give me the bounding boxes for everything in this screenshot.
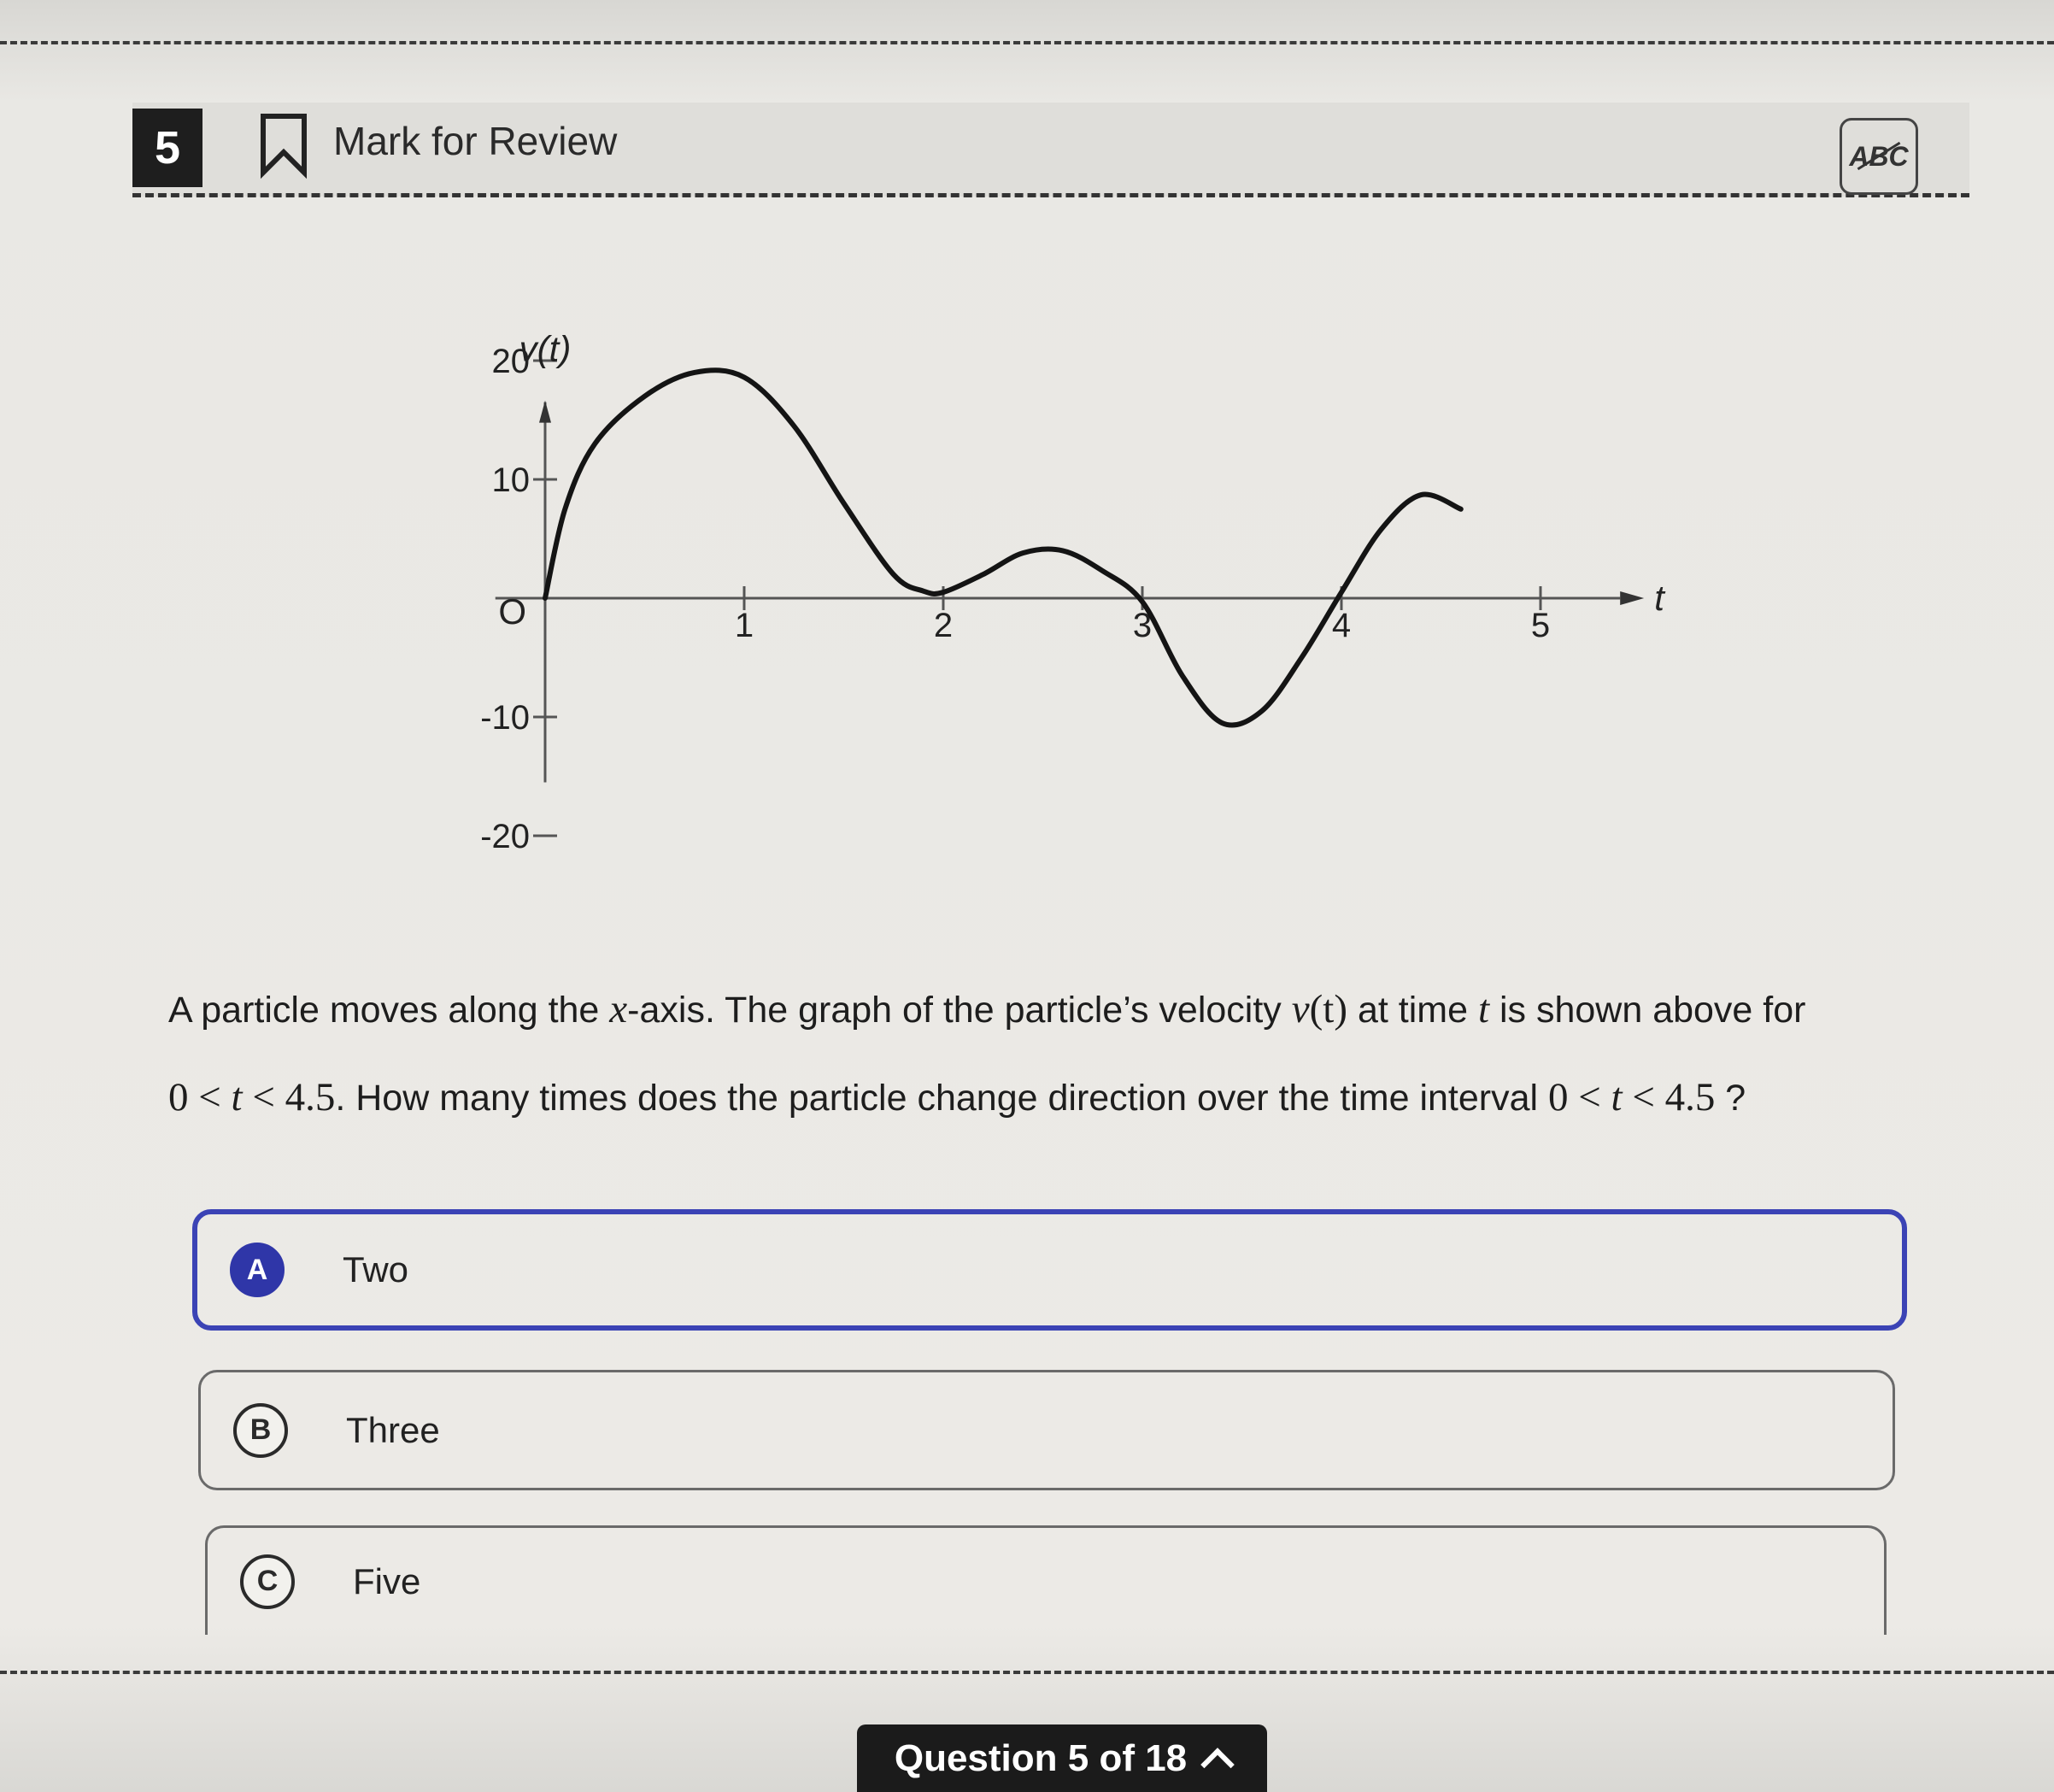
q-math: 4.5 <box>285 1075 336 1119</box>
q-math: t <box>1611 1075 1623 1119</box>
y-tick-label: -10 <box>480 699 530 737</box>
x-tick-label: 5 <box>1530 607 1551 644</box>
q-text: A particle moves along the <box>168 990 610 1031</box>
answer-eliminator-button[interactable] <box>1840 118 1918 195</box>
q-text: is shown above for <box>1489 990 1806 1031</box>
chevron-up-icon <box>1200 1748 1235 1782</box>
choice-letter-a: A <box>230 1243 285 1297</box>
velocity-curve <box>545 370 1461 725</box>
x-tick-label: 3 <box>1132 607 1153 644</box>
q-math: 0 <box>168 1075 189 1119</box>
y-axis-arrow <box>539 401 551 423</box>
header-divider <box>132 193 1969 197</box>
q-math: 0 <box>1548 1075 1569 1119</box>
q-text: ? <box>1715 1078 1746 1119</box>
x-tick-label: 1 <box>734 607 754 644</box>
y-tick-label: 10 <box>491 461 530 499</box>
question-text <box>168 966 1877 1142</box>
q-math: < <box>188 1075 232 1119</box>
q-math: t <box>1477 987 1489 1031</box>
choice-text-a: Two <box>343 1249 409 1290</box>
question-navigator-button[interactable] <box>857 1724 1267 1792</box>
q-math: (t) <box>1309 987 1347 1031</box>
velocity-graph <box>444 218 1664 902</box>
choice-letter-c: C <box>240 1554 295 1609</box>
choice-text-c: Five <box>353 1560 421 1601</box>
answer-choice-a[interactable] <box>192 1209 1907 1331</box>
x-axis-arrow <box>1620 591 1644 605</box>
q-math: < <box>1568 1075 1611 1119</box>
q-math: < <box>242 1075 285 1119</box>
bottom-divider <box>0 1671 2054 1674</box>
x-axis-title: t <box>1654 578 1664 618</box>
question-number-badge: 5 <box>132 109 202 187</box>
q-math: v <box>1291 987 1310 1031</box>
question-line-2 <box>168 1054 1877 1142</box>
graph-labels <box>480 329 1666 855</box>
q-text: . How many times does the particle change direction over the time interval <box>335 1078 1549 1119</box>
y-tick-label: -20 <box>480 818 530 855</box>
bookmark-icon[interactable] <box>258 113 309 178</box>
q-text: at time <box>1347 990 1478 1031</box>
y-tick-label: 20 <box>491 343 530 380</box>
y-axis-title: v(t) <box>519 328 572 369</box>
q-text: -axis. The graph of the particle’s velocity <box>627 990 1292 1031</box>
answer-choice-c[interactable] <box>205 1525 1887 1635</box>
x-tick-label: 2 <box>933 607 954 644</box>
question-progress-label: Question 5 of 18 <box>894 1736 1188 1779</box>
q-math: x <box>609 987 628 1031</box>
question-line-1 <box>168 966 1877 1054</box>
choice-text-b: Three <box>346 1409 440 1450</box>
mark-for-review-button[interactable]: Mark for Review <box>333 119 618 163</box>
q-math: < <box>1622 1075 1665 1119</box>
x-tick-label: 4 <box>1331 607 1352 644</box>
origin-label: O <box>498 591 526 632</box>
top-divider <box>0 41 2054 44</box>
choice-letter-b: B <box>233 1403 288 1458</box>
graph-axes <box>496 401 1644 783</box>
abc-label: ABC <box>1849 140 1909 172</box>
q-math: t <box>231 1075 243 1119</box>
q-math: 4.5 <box>1664 1075 1716 1119</box>
answer-choice-b[interactable] <box>198 1370 1895 1490</box>
